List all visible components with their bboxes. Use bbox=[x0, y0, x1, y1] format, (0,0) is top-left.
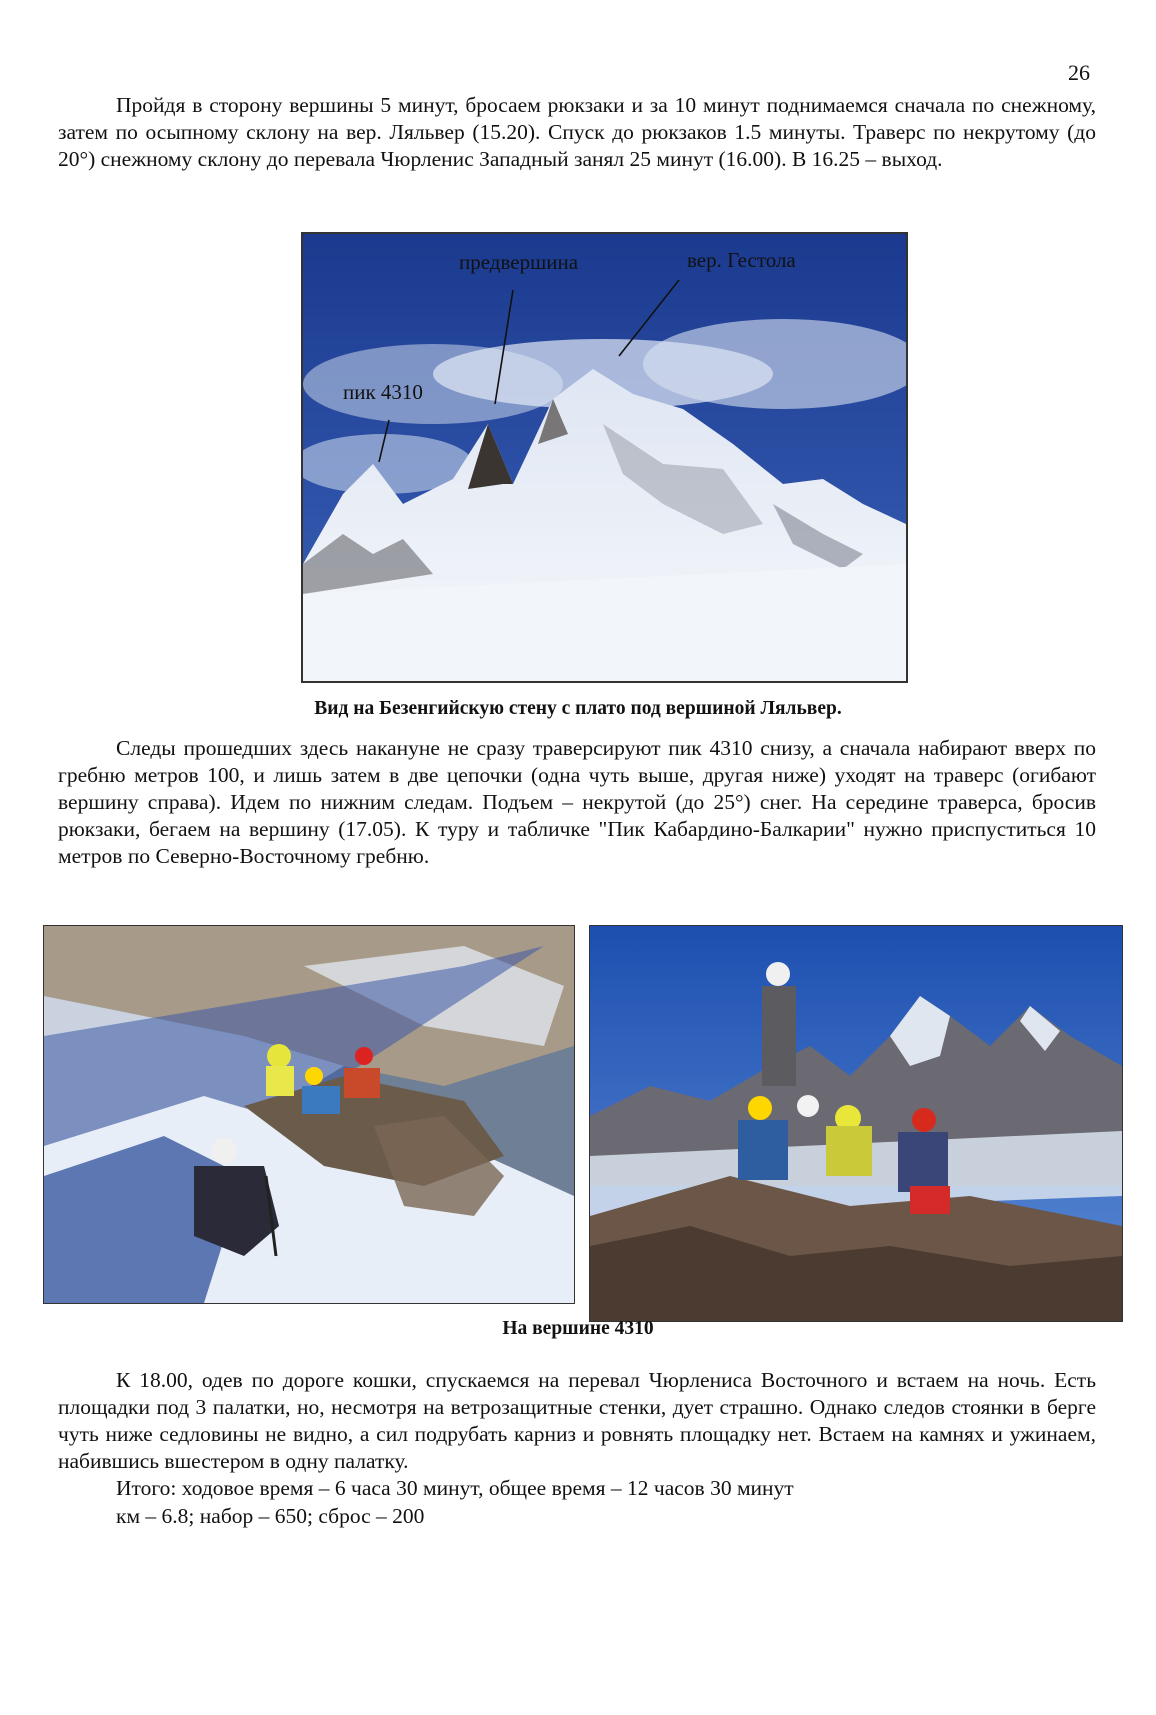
summary-distance: км – 6.8; набор – 650; сброс – 200 bbox=[116, 1504, 425, 1528]
photo-ridge-climb bbox=[43, 925, 575, 1304]
label-gestola: вер. Гестола bbox=[687, 248, 796, 272]
paragraph-2-text: Следы прошедших здесь накануне не сразу траверсируют пик 4310 снизу, а сначала набирают вверх по гребню метров 100, и лишь затем в две цепочки (одна чуть выше, другая ниже) уходят на траверс (огибают вершину справа). Идем по нижним следам. Подъем – некрутой (до 25°) снег. На середине траверса, бросив рюкзаки, бегаем на вершину (17.05). К туру и табличке "Пик Кабардино-Балкарии" нужно приспуститься 10 метров по Северно-Восточному гребню. bbox=[58, 736, 1096, 868]
figure-1-caption: Вид на Безенгийскую стену с плато под вершиной Ляльвер. bbox=[314, 698, 842, 719]
summary-time: Итого: ходовое время – 6 часа 30 минут, общее время – 12 часов 30 минут bbox=[116, 1476, 794, 1500]
paragraph-1 bbox=[58, 92, 1096, 173]
paragraph-3 bbox=[58, 1367, 1096, 1475]
photo-summit-group bbox=[589, 925, 1123, 1322]
paragraph-1-text: Пройдя в сторону вершины 5 минут, бросаем рюкзаки и за 10 минут поднимаемся сначала по снежному, затем по осыпному склону на вер. Ляльвер (15.20). Спуск до рюкзаков 1.5 минуты. Траверс по некрутому (до 20°) снежному склону до перевала Чюрленис Западный занял 25 минут (16.00). В 16.25 – выход. bbox=[58, 93, 1096, 171]
label-peak-4310: пик 4310 bbox=[343, 380, 423, 404]
page-number: 26 bbox=[1068, 60, 1090, 85]
photo-bezengi-wall bbox=[301, 232, 908, 683]
figure-2-caption: На вершине 4310 bbox=[502, 1318, 654, 1339]
label-foresummit: предвершина bbox=[459, 250, 579, 274]
paragraph-3-text: К 18.00, одев по дороге кошки, спускаемся на перевал Чюрлениса Восточного и встаем на ночь. Есть площадки под 3 палатки, но, несмотря на ветрозащитные стенки, дует страшно. Однако следов стоянки в берге чуть ниже седловины не видно, а сил подрубать карниз и ровнять площадку нет. Встаем на камнях и ужинаем, набившись вшестером в одну палатку. bbox=[58, 1368, 1096, 1473]
paragraph-2 bbox=[58, 735, 1096, 870]
